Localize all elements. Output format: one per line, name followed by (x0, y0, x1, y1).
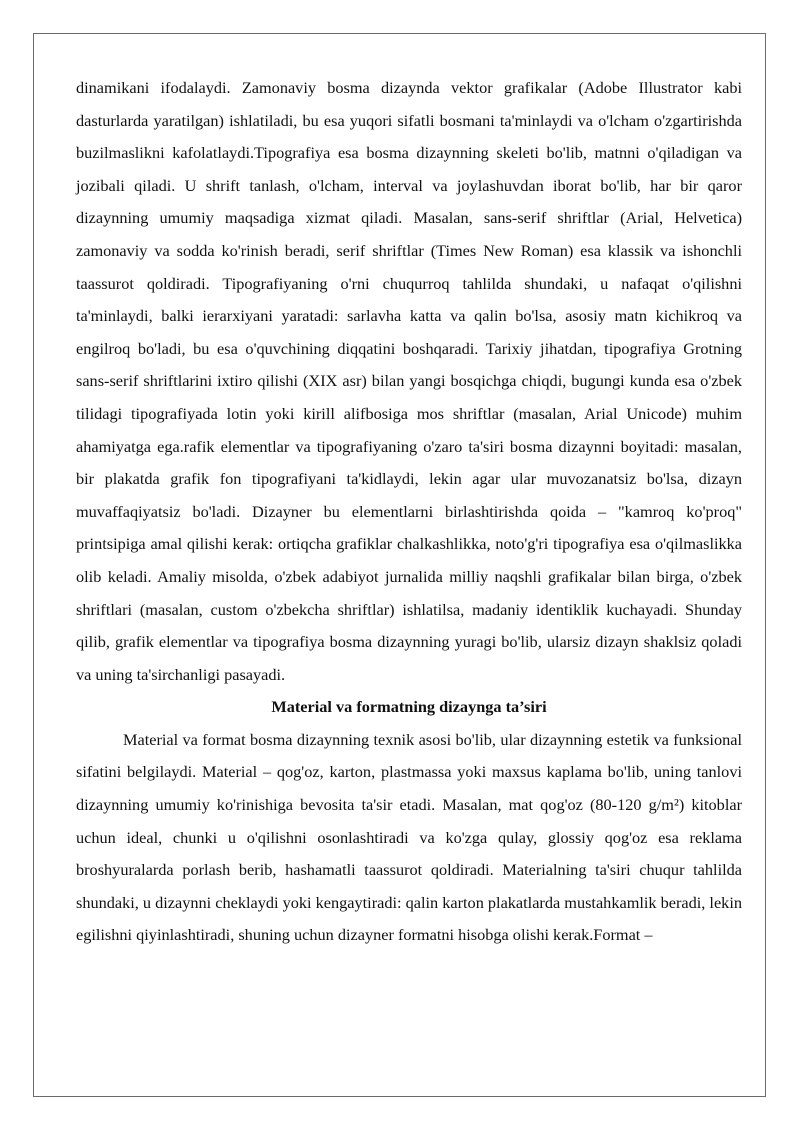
body-paragraph: dinamikani ifodalaydi. Zamonaviy bosma dizaynda vektor grafikalar (Adobe Illustrator kabi dasturlarda yaratilgan) ishlatiladi, bu esa yuqori sifatli bosmani ta'minlaydi va o'lcham o'zgartirishda buzilmaslikni kafolatlaydi.Tipografiya esa bosma dizaynning skeleti bo'lib, matnni o'qiladigan va jozibali qiladi. U shrift tanlash, o'lcham, interval va joylashuvdan iborat bo'lib, har bir qaror dizaynning umumiy maqsadiga xizmat qiladi. Masalan, sans-serif shriftlar (Arial, Helvetica) zamonaviy va sodda ko'rinish beradi, serif shriftlar (Times New Roman) esa klassik va ishonchli taassurot qoldiradi. Tipografiyaning o'rni chuqurroq tahlilda shundaki, u nafaqat o'qilishni ta'minlaydi, balki ierarxiyani yaratadi: sarlavha katta va qalin bo'lsa, asosiy matn kichikroq va engilroq bo'ladi, bu esa o'quvchining diqqatini boshqaradi. Tarixiy jihatdan, tipografiya Grotning sans-serif shriftlarini ixtiro qilishi (XIX asr) bilan yangi bosqichga chiqdi, bugungi kunda esa o'zbek tilidagi tipografiyada lotin yoki kirill alifbosiga mos shriftlar (masalan, Arial Unicode) muhim ahamiyatga ega.rafik elementlar va tipografiyaning o'zaro ta'siri bosma dizaynni boyitadi: masalan, bir plakatda grafik fon tipografiyani ta'kidlaydi, lekin agar ular muvozanatsiz bo'lsa, dizayn muvaffaqiyatsiz bo'ladi. Dizayner bu elementlarni birlashtirishda qoida – "kamroq ko'proq" printsipiga amal qilishi kerak: ortiqcha grafiklar chalkashlikka, noto'g'ri tipografiya esa o'qilmaslikka olib keladi. Amaliy misolda, o'zbek adabiyot jurnalida milliy naqshli grafikalar bilan birga, o'zbek shriftlari (masalan, custom o'zbekcha shriftlar) ishlatilsa, madaniy identiklik kuchayadi. Shunday qilib, grafik elementlar va tipografiya bosma dizaynning yuragi bo'lib, ularsiz dizayn shaklsiz qoladi va uning ta'sirchanligi pasayadi. (76, 78, 742, 684)
body-paragraph: Material va format bosma dizaynning texnik asosi bo'lib, ular dizaynning estetik va funksional sifatini belgilaydi. Material – qog'oz, karton, plastmassa yoki maxsus kaplama bo'lib, uning tanlovi dizaynning umumiy ko'rinishiga bevosita ta'sir etadi. Masalan, mat qog'oz (80-120 g/m²) kitoblar uchun ideal, chunki u o'qilishni osonlashtiradi va ko'zga qulay, glossiy qog'oz esa reklama broshyuralarda porlash berib, hashamatli taassurot qoldiradi. Materialning ta'siri chuqur tahlilda shundaki, u dizaynni cheklaydi yoki kengaytiradi: qalin karton plakatlarda mustahkamlik beradi, lekin egilishni qiyinlashtiradi, shuning uchun dizayner formatni hisobga olishi kerak.Format – (76, 729, 742, 945)
section-heading: Material va formatning dizaynga ta’siri (271, 697, 547, 717)
document-body (76, 72, 742, 952)
